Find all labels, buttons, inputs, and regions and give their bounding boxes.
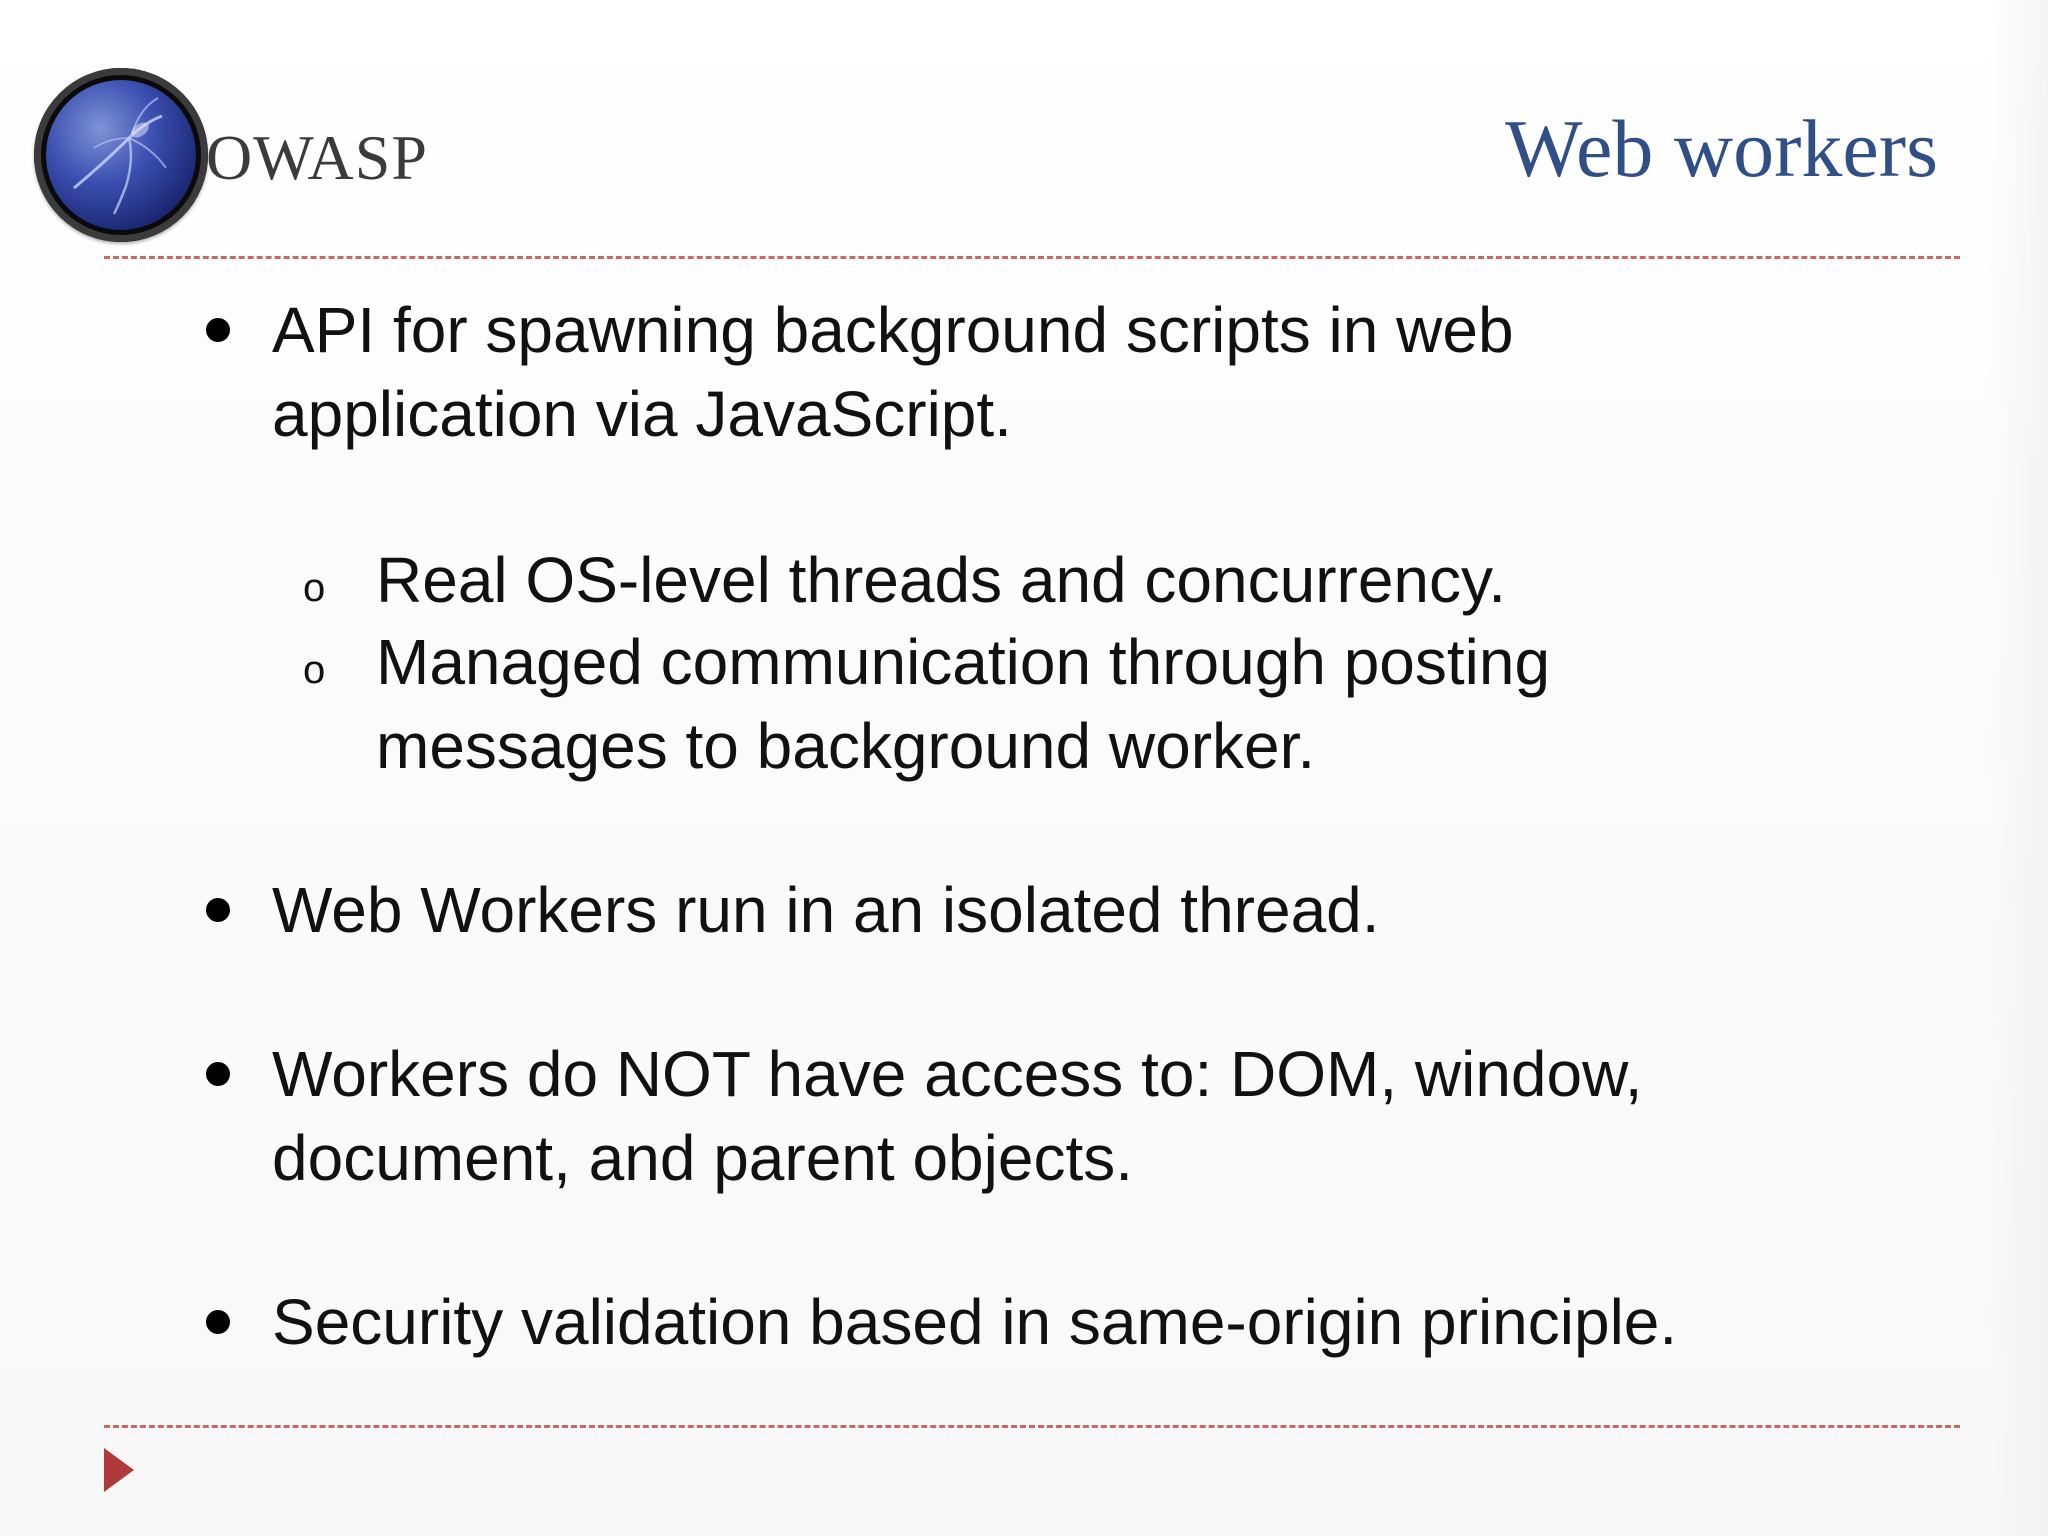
sub-bullet-text-line: Real OS-level threads and concurrency. bbox=[376, 544, 1507, 616]
bullet-text-line: application via JavaScript. bbox=[272, 378, 1012, 450]
bullet-text-line: document, and parent objects. bbox=[272, 1122, 1133, 1194]
bullet-dot-icon bbox=[206, 1310, 230, 1334]
bullet-dot-icon bbox=[206, 898, 230, 922]
bullet-dot-icon bbox=[206, 318, 230, 342]
bullet-item bbox=[272, 288, 1514, 456]
bullet-text-line: API for spawning background scripts in web bbox=[272, 294, 1514, 366]
bullet-dot-icon bbox=[206, 1062, 230, 1086]
logo-wordmark: OWASP bbox=[206, 122, 428, 193]
sub-bullet-text-line: Managed communication through posting bbox=[376, 626, 1551, 698]
slide-title: Web workers bbox=[1505, 103, 1938, 194]
bullet-item bbox=[272, 868, 1380, 952]
sub-bullet-circle-icon: o bbox=[303, 648, 326, 692]
sub-bullet-item bbox=[303, 538, 1507, 622]
bullet-text-line: Workers do NOT have access to: DOM, window, bbox=[272, 1038, 1643, 1110]
bullet-text-line: Web Workers run in an isolated thread. bbox=[272, 874, 1380, 946]
bottom-divider bbox=[104, 1425, 1960, 1428]
sub-bullet-item bbox=[303, 620, 1551, 788]
sub-bullet-text-line: messages to background worker. bbox=[376, 710, 1316, 782]
bullet-item bbox=[272, 1280, 1677, 1364]
bullet-text-line: Security validation based in same-origin principle. bbox=[272, 1286, 1678, 1358]
bullet-item bbox=[272, 1032, 1643, 1200]
sub-bullet-circle-icon: o bbox=[303, 566, 326, 610]
play-triangle-icon[interactable] bbox=[104, 1448, 134, 1492]
